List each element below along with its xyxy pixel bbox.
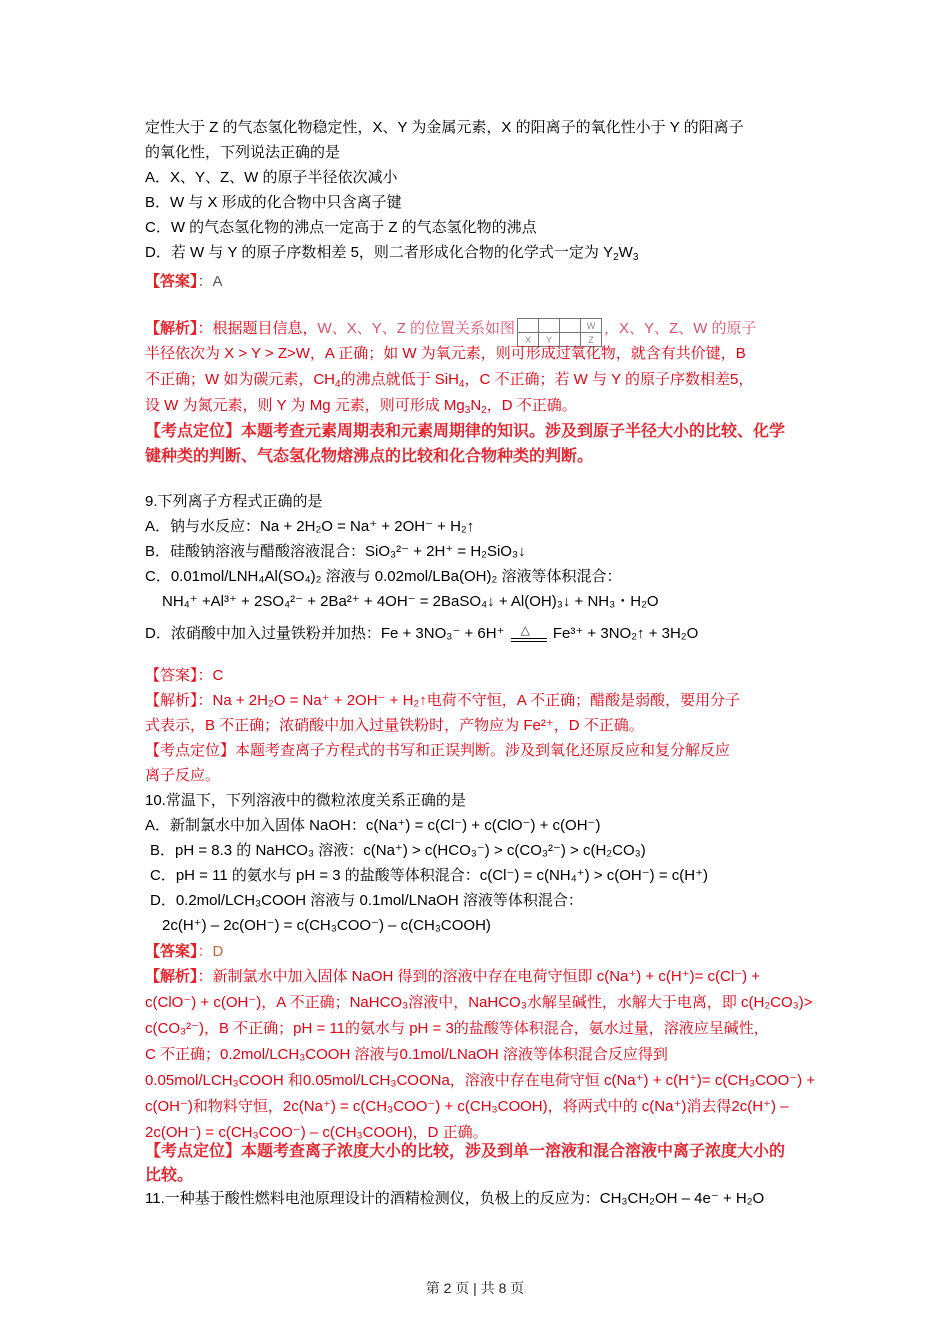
q10-option-a: A．新制氯水中加入固体 NaOH：c(Na⁺) = c(Cl⁻) + c(ClO⁻) + c(OH⁻)	[145, 817, 601, 834]
q8-option-b: B．W 与 X 形成的化合物中只含离子键	[145, 194, 402, 211]
q8-option-c: C．W 的气态氢化物的沸点一定高于 Z 的气态氢化物的沸点	[145, 219, 537, 236]
q10-analysis-line5: 0.05mol/LCH₃COOH 和0.05mol/LCH₃COONa，溶液中存在电荷守恒 c(Na⁺) + c(H⁺)= c(CH₃COO⁻) +	[145, 1072, 816, 1089]
q9-analysis-line2: 式表示，B 不正确；浓硝酸中加入过量铁粉时，产物应为 Fe²⁺，D 不正确。	[145, 717, 644, 734]
q9-answer: 【答案】：C	[145, 667, 224, 684]
q8-answer	[145, 272, 223, 292]
q10-option-d-line2: 2c(H⁺) – 2c(OH⁻) = c(CH₃COO⁻) – c(CH₃COOH)	[162, 917, 491, 934]
q8-key-point-line1: 【考点定位】本题考查元素周期表和元素周期律的知识。涉及到原子半径大小的比较、化学	[145, 423, 786, 440]
q11-stem: 11.一种基于酸性燃料电池原理设计的酒精检测仪，负极上的反应为：CH₃CH₂OH – 4e⁻ + H₂O	[145, 1190, 765, 1207]
q8-analysis-line3: 不正确；W 如为碳元素，$CH_4$的沸点就低于 SiH$_4$，C 不正确；若 W 与 Y 的原子序数相差5，	[145, 371, 754, 390]
q10-option-b: B．pH = 8.3 的 NaHCO₃ 溶液：c(Na⁺) > c(HCO₃⁻) > c(CO₃²⁻) > c(H₂CO₃)	[150, 842, 646, 859]
q9-option-d: D．浓硝酸中加入过量铁粉并加热：Fe + 3NO₃⁻ + 6H⁺ △ Fe³⁺ + 3NO₂↑ + 3H₂O	[145, 623, 699, 642]
answer-label: 【答案】	[145, 273, 198, 290]
q10-stem: 10.常温下，下列溶液中的微粒浓度关系正确的是	[145, 792, 466, 809]
element-position-table: W X Y Z	[517, 318, 602, 347]
q10-analysis-line2: c(ClO⁻) + c(OH⁻)，A 不正确；NaHCO₃溶液中，NaHCO₃水解呈碱性，水解大于电离，即 c(H₂CO₃)>	[145, 994, 813, 1011]
page-footer: 第 2 页 | 共 8 页	[425, 1280, 525, 1296]
q9-key-point-line2: 离子反应。	[145, 767, 221, 784]
q9-option-c-line2: NH₄⁺ +Al³⁺ + 2SO₄²⁻ + 2Ba²⁺ + 4OH⁻ = 2BaSO₄↓ + Al(OH)₃↓ + NH₃・H₂O	[162, 593, 659, 610]
q8-option-a: A．X、Y、Z、W 的原子半径依次减小	[145, 169, 398, 186]
q8-stem-line1: 定性大于 Z 的气态氢化物稳定性，X、Y 为金属元素，X 的阳离子的氧化性小于 Y 的阳离子	[145, 119, 744, 136]
answer-value: ：A	[197, 273, 223, 290]
q8-analysis-line1: 【解析】：根据题目信息，W、X、Y、Z 的位置关系如图 W X Y Z，X、Y、Z、W 的原子	[145, 318, 757, 347]
q10-analysis-line4: C 不正确；0.2mol/LCH₃COOH 溶液与0.1mol/LNaOH 溶液等体积混合反应得到	[145, 1046, 668, 1063]
q8-analysis-line4: 设 W 为氮元素，则 Y 为 Mg 元素，则可形成 $Mg_3N_2$，D 不正确。	[145, 397, 577, 416]
q10-analysis-line6: c(OH⁻)和物料守恒，2c(Na⁺) = c(CH₃COO⁻) + c(CH₃COOH)，将两式中的 c(Na⁺)消去得2c(H⁺) –	[145, 1098, 789, 1115]
q10-analysis-line7: 2c(OH⁻) = c(CH₃COO⁻) – c(CH₃COOH)，D 正确。	[145, 1124, 488, 1141]
q8-stem-line2: 的氧化性，下列说法正确的是	[145, 144, 341, 161]
q8-analysis-line2: 半径依次为 X > Y > Z>W，A 正确；如 W 为氧元素，则可形成过氧化物，就含有共价键，B	[145, 345, 746, 362]
q10-analysis-line3: c(CO₃²⁻)，B 不正确；pH = 11的氨水与 pH = 3的盐酸等体积混合，氨水过量，溶液应呈碱性，	[145, 1020, 769, 1037]
q9-option-c-line1: C．0.01mol/LNH₄Al(SO₄)₂ 溶液与 0.02mol/LBa(OH)₂ 溶液等体积混合：	[145, 568, 622, 585]
heating-condition-icon: △	[509, 624, 549, 644]
q9-key-point-line1: 【考点定位】本题考查离子方程式的书写和正误判断。涉及到氧化还原反应和复分解反应	[145, 742, 731, 759]
q8-option-d: D．若 W 与 Y 的原子序数相差 5，则二者形成化合物的化学式一定为 $Y_2W_3$	[145, 244, 639, 263]
q10-answer: 【答案】：D	[145, 943, 224, 960]
q10-analysis-line1: 【解析】：新制氯水中加入固体 NaOH 得到的溶液中存在电荷守恒即 c(Na⁺) + c(H⁺)= c(Cl⁻) +	[145, 968, 761, 985]
q10-key-point-line1: 【考点定位】本题考查离子浓度大小的比较，涉及到单一溶液和混合溶液中离子浓度大小的	[145, 1143, 786, 1160]
q10-option-c: C．pH = 11 的氨水与 pH = 3 的盐酸等体积混合：c(Cl⁻) = c(NH₄⁺) > c(OH⁻) = c(H⁺)	[150, 867, 708, 884]
q9-analysis-line1: 【解析】：Na + 2H₂O = Na⁺ + 2OH⁻ + H₂↑电荷不守恒，A 不正确；醋酸是弱酸，要用分子	[145, 692, 741, 709]
analysis-label: 【解析】	[145, 320, 198, 337]
q8-key-point-line2: 键种类的判断、气态氢化物熔沸点的比较和化合物种类的判断。	[145, 448, 594, 465]
q9-option-b: B．硅酸钠溶液与醋酸溶液混合：SiO₃²⁻ + 2H⁺ = H₂SiO₃↓	[145, 543, 526, 560]
q9-option-a: A．钠与水反应：Na + 2H₂O = Na⁺ + 2OH⁻ + H₂↑	[145, 518, 475, 535]
q10-key-point-line2: 比较。	[145, 1167, 194, 1184]
q10-option-d-line1: D．0.2mol/LCH₃COOH 溶液与 0.1mol/LNaOH 溶液等体积混合：	[150, 892, 583, 909]
q9-stem: 9.下列离子方程式正确的是	[145, 493, 323, 510]
